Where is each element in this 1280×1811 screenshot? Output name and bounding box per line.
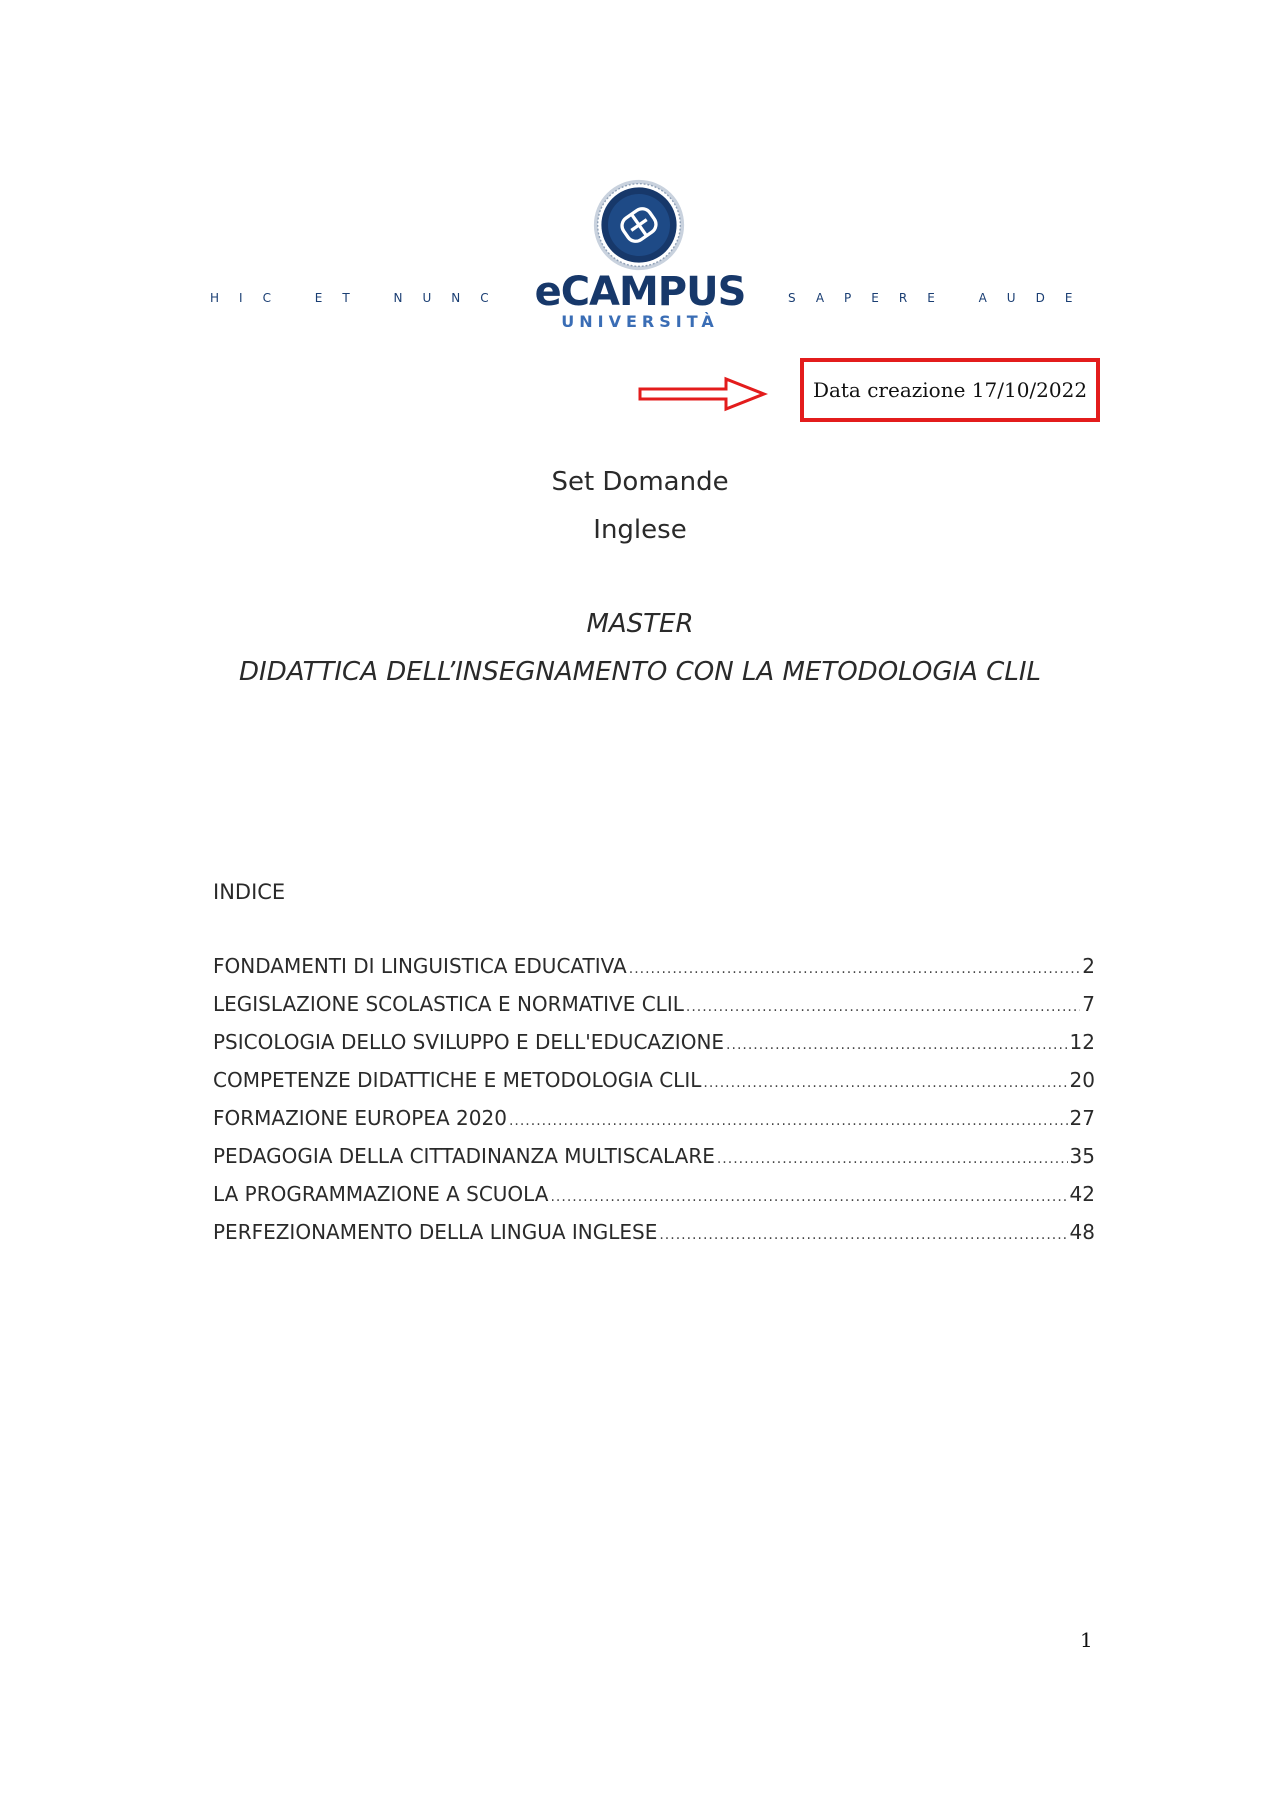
toc-entry[interactable] <box>213 1068 1095 1106</box>
toc-leader <box>550 1189 1067 1205</box>
master-heading <box>0 600 1280 696</box>
toc-leader <box>686 999 1080 1015</box>
toc-entry-page: 48 <box>1069 1220 1095 1244</box>
toc-entry-title: FORMAZIONE EUROPEA 2020 <box>213 1106 507 1130</box>
toc-entry[interactable] <box>213 1106 1095 1144</box>
master-line-2: DIDATTICA DELL’INSEGNAMENTO CON LA METODOLOGIA CLIL <box>239 657 1041 687</box>
toc-entry-title: COMPETENZE DIDATTICHE E METODOLOGIA CLIL <box>213 1068 702 1092</box>
toc-entry[interactable] <box>213 1144 1095 1182</box>
brand-logo <box>528 270 752 331</box>
toc-entry-page: 20 <box>1069 1068 1095 1092</box>
toc-entry[interactable] <box>213 992 1095 1030</box>
toc-entry-title: FONDAMENTI DI LINGUISTICA EDUCATIVA <box>213 954 627 978</box>
motto-right: SAPERE AUDE <box>788 291 1093 305</box>
page-number: 1 <box>1080 1628 1093 1652</box>
toc-entry-title: LA PROGRAMMAZIONE A SCUOLA <box>213 1182 549 1206</box>
master-line-1: MASTER <box>586 609 694 639</box>
brand-name: eCAMPUS <box>534 269 746 315</box>
document-title <box>0 458 1280 554</box>
toc-entry-title: PERFEZIONAMENTO DELLA LINGUA INGLESE <box>213 1220 658 1244</box>
toc-leader <box>703 1075 1067 1091</box>
toc-entry-title: PSICOLOGIA DELLO SVILUPPO E DELL'EDUCAZIONE <box>213 1030 725 1054</box>
title-line-1: Set Domande <box>551 467 729 497</box>
motto-left: HIC ET NUNC <box>210 291 509 305</box>
toc-entry-page: 12 <box>1069 1030 1095 1054</box>
toc-leader <box>659 1227 1067 1243</box>
right-arrow-icon <box>638 376 768 412</box>
title-line-2: Inglese <box>593 515 687 545</box>
toc-entry-page: 42 <box>1069 1182 1095 1206</box>
toc-entry[interactable] <box>213 1030 1095 1068</box>
index-heading: INDICE <box>213 880 286 904</box>
toc-entry-page: 27 <box>1069 1106 1095 1130</box>
toc-leader <box>726 1037 1068 1053</box>
toc-entry[interactable] <box>213 954 1095 992</box>
toc-entry-title: PEDAGOGIA DELLA CITTADINANZA MULTISCALARE <box>213 1144 715 1168</box>
table-of-contents <box>213 954 1095 1258</box>
toc-entry-page: 2 <box>1082 954 1095 978</box>
toc-entry-title: LEGISLAZIONE SCOLASTICA E NORMATIVE CLIL <box>213 992 684 1016</box>
creation-date-box: Data creazione 17/10/2022 <box>800 358 1100 422</box>
toc-leader <box>629 961 1081 977</box>
toc-entry-page: 7 <box>1082 992 1095 1016</box>
brand-subtitle: UNIVERSITÀ <box>561 312 719 331</box>
toc-leader <box>509 1113 1068 1129</box>
toc-entry[interactable] <box>213 1182 1095 1220</box>
toc-leader <box>717 1151 1068 1167</box>
toc-entry-page: 35 <box>1069 1144 1095 1168</box>
university-seal-icon <box>592 178 686 272</box>
toc-entry[interactable] <box>213 1220 1095 1258</box>
